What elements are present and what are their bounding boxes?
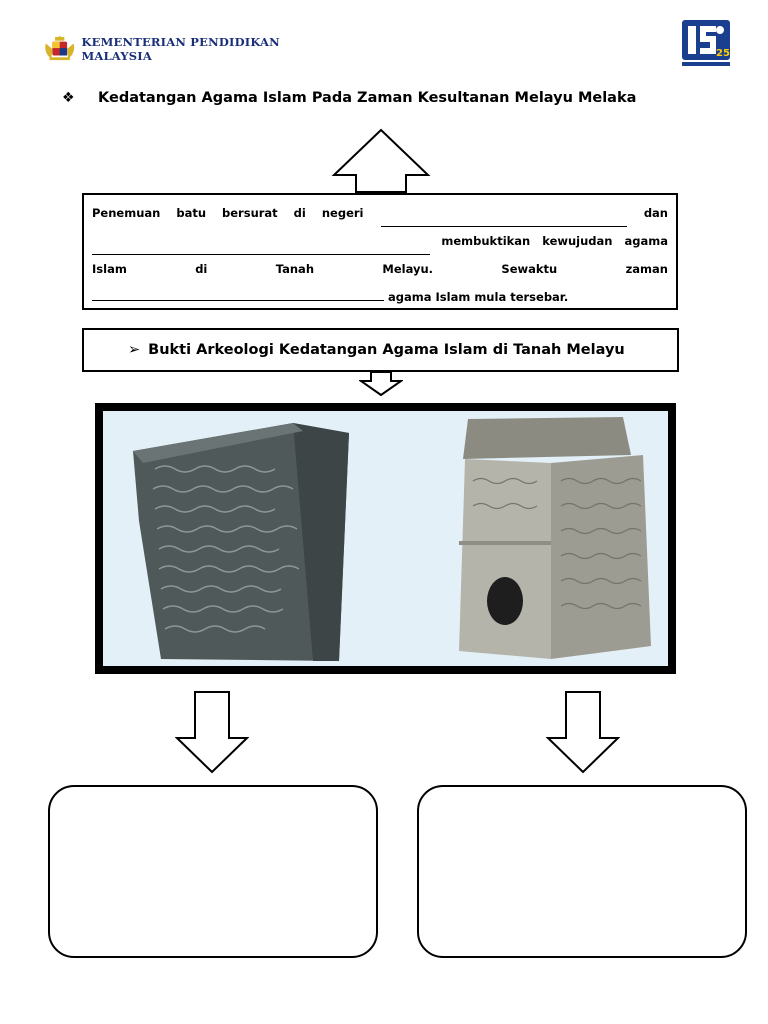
answer-box-left[interactable] <box>48 785 378 958</box>
blank-second-state-field[interactable] <box>92 240 430 255</box>
info-line-1 <box>92 199 668 227</box>
answer-box-right[interactable] <box>417 785 747 958</box>
inscription-stone-image <box>133 423 349 661</box>
fill-in-blank-box <box>82 193 678 310</box>
logo-number: 25 <box>716 48 730 59</box>
info-text-1: Penemuan batu bersurat di negeri <box>92 206 364 220</box>
blank-era-field[interactable] <box>92 286 384 301</box>
pillar-stone-image <box>459 417 651 659</box>
info-text-3: Islam di Tanah Melayu. Sewaktu zaman <box>92 262 668 276</box>
info-line-4 <box>92 283 668 311</box>
info-line-3 <box>92 255 668 283</box>
ministry-header <box>44 34 334 64</box>
info-text-2: membuktikan kewujudan agama <box>441 234 668 248</box>
down-arrow-icon <box>359 371 403 397</box>
evidence-heading-text: Bukti Arkeologi Kedatangan Agama Islam di Tanah Melayu <box>148 342 625 358</box>
blank-state-field[interactable] <box>381 212 627 227</box>
evidence-heading <box>82 328 679 372</box>
page-title-text: Kedatangan Agama Islam Pada Zaman Kesultanan Melayu Melaka <box>98 90 637 106</box>
arrowhead-bullet-icon: ➢ <box>128 342 141 358</box>
archaeological-photos <box>95 403 676 674</box>
up-arrow-icon <box>331 128 431 194</box>
info-line-2 <box>92 227 668 255</box>
diamond-bullet-icon: ❖ <box>62 90 75 106</box>
ministry-name: KEMENTERIAN PENDIDIKAN MALAYSIA <box>81 35 280 63</box>
info-text-4: agama Islam mula tersebar. <box>388 290 569 304</box>
anniversary-25-logo <box>680 16 732 68</box>
info-text-1b: dan <box>643 206 668 220</box>
coat-of-arms-icon <box>44 35 75 63</box>
down-arrow-left-icon <box>175 690 249 774</box>
photo-canvas <box>103 411 668 666</box>
page-title <box>62 90 702 106</box>
down-arrow-right-icon <box>546 690 620 774</box>
